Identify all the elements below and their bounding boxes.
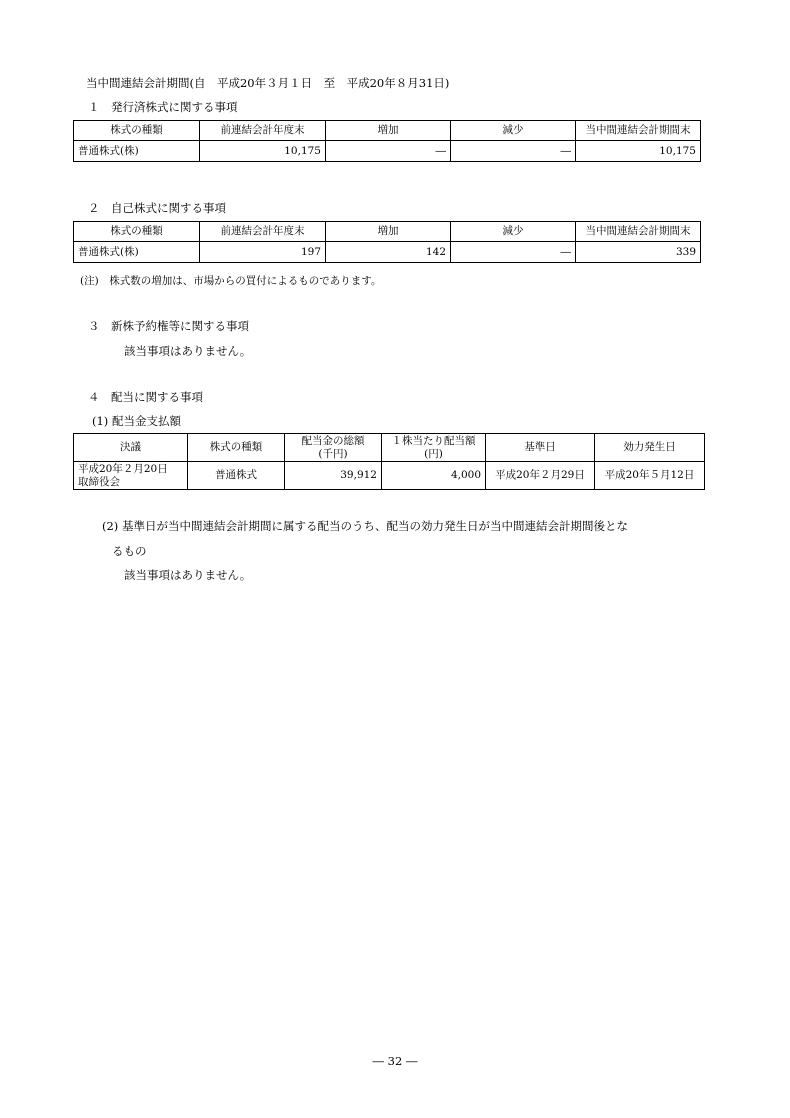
table-header-row [74, 222, 701, 242]
resolution-date: 平成20年２月20日 [78, 463, 168, 476]
table-header-row [74, 121, 701, 141]
header-cell: 当中間連結会計期間末 [576, 222, 701, 242]
table-header-row [74, 434, 705, 462]
section2-title: ２ 自己株式に関する事項 [88, 201, 226, 215]
cell: 339 [576, 242, 701, 263]
section4-sub1-title: (1) 配当金支払額 [92, 414, 181, 428]
cell: 142 [326, 242, 451, 263]
section4-sub2-line1: (2) 基準日が当中間連結会計期間に属する配当のうち、配当の効力発生日が当中間連結会計期間後とな [102, 519, 628, 533]
header-cell: 株式の種類 [74, 222, 200, 242]
cell: 普通株式 [188, 462, 285, 490]
cell: 197 [200, 242, 326, 263]
table-row [74, 242, 701, 263]
section3-title: ３ 新株予約権等に関する事項 [88, 319, 249, 333]
treasury-shares-table [73, 221, 701, 263]
cell: 普通株式(株) [74, 141, 200, 162]
cell: 平成20年５月12日 [595, 462, 705, 490]
cell: 平成20年２月29日 [486, 462, 595, 490]
cell [74, 462, 188, 490]
header-cell: 決議 [74, 434, 188, 462]
cell: 10,175 [576, 141, 701, 162]
header-line: １株当たり配当額 [391, 435, 476, 448]
cell: 普通株式(株) [74, 242, 200, 263]
cell: ― [326, 141, 451, 162]
header-cell: 減少 [451, 222, 576, 242]
header-cell: 株式の種類 [74, 121, 200, 141]
header-cell: 効力発生日 [595, 434, 705, 462]
header-cell: 株式の種類 [188, 434, 285, 462]
dividends-table [73, 433, 705, 490]
header-cell: 当中間連結会計期間末 [576, 121, 701, 141]
header-cell [382, 434, 486, 462]
cell: 39,912 [285, 462, 382, 490]
section1-title: １ 発行済株式に関する事項 [88, 100, 238, 114]
section4-title: ４ 配当に関する事項 [88, 390, 203, 404]
header-unit: (円) [424, 447, 443, 460]
header-cell: 基準日 [486, 434, 595, 462]
header-cell [285, 434, 382, 462]
table-row [74, 462, 705, 490]
header-cell: 減少 [451, 121, 576, 141]
header-line: 配当金の総額 [301, 435, 365, 448]
period-heading: 当中間連結会計期間(自 平成20年３月１日 至 平成20年８月31日) [86, 76, 450, 90]
header-cell: 増加 [326, 121, 451, 141]
section4-sub2-line2: るもの [112, 544, 147, 558]
header-cell: 前連結会計年度末 [200, 121, 326, 141]
header-cell: 前連結会計年度末 [200, 222, 326, 242]
header-cell: 増加 [326, 222, 451, 242]
section4-sub2-body: 該当事項はありません。 [124, 568, 252, 582]
issued-shares-table [73, 120, 701, 162]
page-number: ― 32 ― [372, 1054, 418, 1068]
resolution-body: 取締役会 [78, 475, 120, 488]
cell: ― [451, 242, 576, 263]
section2-note: (注) 株式数の増加は、市場からの買付によるものであります。 [80, 275, 382, 287]
cell: ― [451, 141, 576, 162]
header-unit: (千円) [318, 447, 348, 460]
cell: 10,175 [200, 141, 326, 162]
section3-body: 該当事項はありません。 [124, 344, 252, 358]
cell: 4,000 [382, 462, 486, 490]
table-row [74, 141, 701, 162]
